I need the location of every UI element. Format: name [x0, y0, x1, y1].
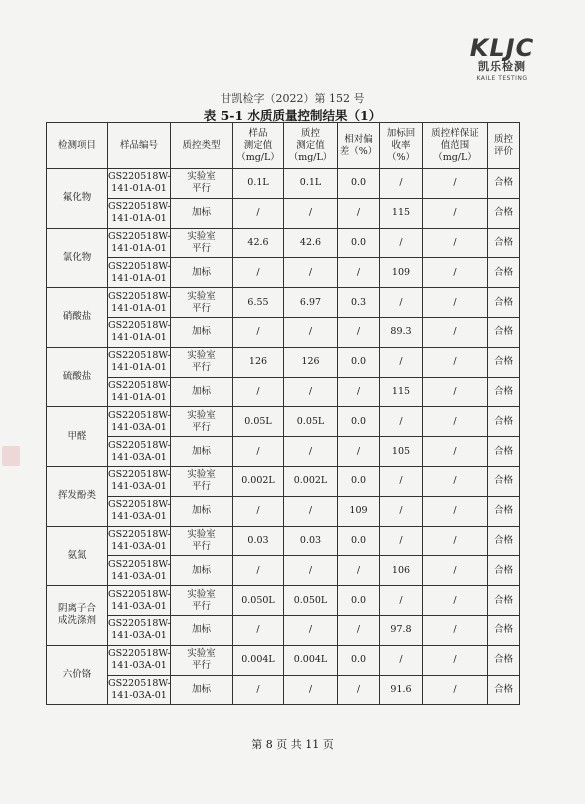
item-name-cell: 六价铬: [47, 645, 108, 705]
table-row: [47, 407, 520, 437]
red-seal-mark: [2, 446, 20, 466]
table-row: [47, 258, 520, 288]
sample-id-cell: GS220518W- 141-01A-01: [108, 258, 171, 288]
qc-type-cell: 实验室 平行: [171, 526, 233, 556]
relative-deviation-cell: /: [338, 437, 380, 467]
sample-id-cell: GS220518W- 141-03A-01: [108, 437, 171, 467]
table-row: [47, 169, 520, 199]
company-logo: [452, 36, 552, 83]
evaluation-cell: 合格: [488, 496, 520, 526]
relative-deviation-cell: /: [338, 258, 380, 288]
range-cell: /: [423, 228, 488, 258]
qc-value-cell: /: [284, 317, 338, 347]
header-row: [47, 123, 520, 169]
qc-type-cell: 加标: [171, 258, 233, 288]
sample-value-cell: 0.004L: [233, 645, 284, 675]
table-body: [47, 169, 520, 705]
sample-value-cell: /: [233, 496, 284, 526]
range-cell: /: [423, 466, 488, 496]
sample-value-cell: 0.05L: [233, 407, 284, 437]
header-cell-qc-value: 质控 测定值 （mg/L）: [284, 123, 338, 169]
logo-chinese-name: 凯乐检测: [478, 60, 526, 73]
qc-type-cell: 实验室 平行: [171, 466, 233, 496]
quality-control-table: [46, 122, 520, 705]
qc-value-cell: /: [284, 258, 338, 288]
evaluation-cell: 合格: [488, 615, 520, 645]
relative-deviation-cell: 109: [338, 496, 380, 526]
header-cell-sample-value: 样品 测定值 （mg/L）: [233, 123, 284, 169]
qc-value-cell: /: [284, 198, 338, 228]
header-cell-evaluation: 质控 评价: [488, 123, 520, 169]
table-row: [47, 228, 520, 258]
qc-value-cell: /: [284, 437, 338, 467]
evaluation-cell: 合格: [488, 169, 520, 199]
table-row: [47, 466, 520, 496]
qc-value-cell: 0.050L: [284, 586, 338, 616]
sample-id-cell: GS220518W- 141-03A-01: [108, 586, 171, 616]
table-caption: 表 5-1 水质质量控制结果（1）: [203, 108, 382, 123]
table-row: [47, 377, 520, 407]
table-row: [47, 437, 520, 467]
logo-english-name: KAILE TESTING: [476, 75, 528, 82]
qc-type-cell: 实验室 平行: [171, 645, 233, 675]
item-name-cell: 硫酸盐: [47, 347, 108, 407]
range-cell: /: [423, 169, 488, 199]
evaluation-cell: 合格: [488, 377, 520, 407]
qc-type-cell: 实验室 平行: [171, 228, 233, 258]
recovery-cell: 105: [380, 437, 423, 467]
qc-value-cell: /: [284, 675, 338, 705]
qc-type-cell: 加标: [171, 496, 233, 526]
item-name-cell: 挥发酚类: [47, 466, 108, 526]
qc-value-cell: /: [284, 556, 338, 586]
sample-id-cell: GS220518W- 141-03A-01: [108, 526, 171, 556]
evaluation-cell: 合格: [488, 586, 520, 616]
qc-value-cell: 42.6: [284, 228, 338, 258]
sample-id-cell: GS220518W- 141-03A-01: [108, 407, 171, 437]
evaluation-cell: 合格: [488, 228, 520, 258]
logo-mark: KLJC: [469, 34, 535, 62]
recovery-cell: /: [380, 496, 423, 526]
sample-value-cell: /: [233, 556, 284, 586]
sample-id-cell: GS220518W- 141-01A-01: [108, 228, 171, 258]
recovery-cell: 106: [380, 556, 423, 586]
table-row: [47, 347, 520, 377]
evaluation-cell: 合格: [488, 317, 520, 347]
relative-deviation-cell: 0.0: [338, 169, 380, 199]
qc-type-cell: 实验室 平行: [171, 288, 233, 318]
sample-id-cell: GS220518W- 141-01A-01: [108, 198, 171, 228]
table-row: [47, 586, 520, 616]
qc-value-cell: 0.004L: [284, 645, 338, 675]
recovery-cell: 109: [380, 258, 423, 288]
recovery-cell: 97.8: [380, 615, 423, 645]
qc-type-cell: 实验室 平行: [171, 586, 233, 616]
item-name-cell: 氯化物: [47, 228, 108, 288]
item-name-cell: 甲醛: [47, 407, 108, 467]
table-row: [47, 645, 520, 675]
item-name-cell: 氟化物: [47, 169, 108, 229]
document-number: 甘凯检字（2022）第 152 号: [220, 92, 365, 105]
range-cell: /: [423, 377, 488, 407]
qc-type-cell: 加标: [171, 377, 233, 407]
sample-value-cell: /: [233, 198, 284, 228]
qc-type-cell: 加标: [171, 198, 233, 228]
sample-value-cell: 6.55: [233, 288, 284, 318]
qc-type-cell: 实验室 平行: [171, 347, 233, 377]
range-cell: /: [423, 437, 488, 467]
qc-value-cell: 0.03: [284, 526, 338, 556]
qc-value-cell: /: [284, 377, 338, 407]
recovery-cell: /: [380, 169, 423, 199]
recovery-cell: /: [380, 526, 423, 556]
header-cell-recovery: 加标回 收率 （%）: [380, 123, 423, 169]
table-row: [47, 317, 520, 347]
sample-value-cell: /: [233, 675, 284, 705]
sample-value-cell: 0.03: [233, 526, 284, 556]
relative-deviation-cell: /: [338, 198, 380, 228]
qc-type-cell: 加标: [171, 556, 233, 586]
relative-deviation-cell: 0.0: [338, 347, 380, 377]
recovery-cell: 89.3: [380, 317, 423, 347]
relative-deviation-cell: 0.0: [338, 526, 380, 556]
sample-value-cell: 0.1L: [233, 169, 284, 199]
qc-type-cell: 加标: [171, 615, 233, 645]
relative-deviation-cell: 0.0: [338, 407, 380, 437]
evaluation-cell: 合格: [488, 675, 520, 705]
evaluation-cell: 合格: [488, 198, 520, 228]
recovery-cell: /: [380, 347, 423, 377]
sample-value-cell: /: [233, 437, 284, 467]
qc-value-cell: /: [284, 496, 338, 526]
sample-value-cell: 0.002L: [233, 466, 284, 496]
relative-deviation-cell: 0.0: [338, 228, 380, 258]
sample-value-cell: /: [233, 258, 284, 288]
qc-type-cell: 加标: [171, 675, 233, 705]
table-row: [47, 288, 520, 318]
sample-value-cell: /: [233, 377, 284, 407]
sample-id-cell: GS220518W- 141-03A-01: [108, 645, 171, 675]
range-cell: /: [423, 526, 488, 556]
relative-deviation-cell: 0.3: [338, 288, 380, 318]
sample-id-cell: GS220518W- 141-01A-01: [108, 347, 171, 377]
evaluation-cell: 合格: [488, 258, 520, 288]
sample-id-cell: GS220518W- 141-01A-01: [108, 317, 171, 347]
range-cell: /: [423, 496, 488, 526]
evaluation-cell: 合格: [488, 407, 520, 437]
recovery-cell: /: [380, 228, 423, 258]
qc-value-cell: 0.05L: [284, 407, 338, 437]
item-name-cell: 氨氮: [47, 526, 108, 586]
range-cell: /: [423, 347, 488, 377]
range-cell: /: [423, 675, 488, 705]
range-cell: /: [423, 407, 488, 437]
recovery-cell: /: [380, 407, 423, 437]
qc-type-cell: 加标: [171, 317, 233, 347]
range-cell: /: [423, 556, 488, 586]
page-footer: 第 8 页 共 11 页: [251, 738, 334, 751]
table-row: [47, 556, 520, 586]
table-row: [47, 496, 520, 526]
table-row: [47, 675, 520, 705]
range-cell: /: [423, 288, 488, 318]
sample-id-cell: GS220518W- 141-03A-01: [108, 675, 171, 705]
evaluation-cell: 合格: [488, 556, 520, 586]
evaluation-cell: 合格: [488, 347, 520, 377]
header-cell-relative-deviation: 相对偏 差（%）: [338, 123, 380, 169]
range-cell: /: [423, 586, 488, 616]
sample-id-cell: GS220518W- 141-01A-01: [108, 377, 171, 407]
range-cell: /: [423, 258, 488, 288]
recovery-cell: /: [380, 466, 423, 496]
qc-value-cell: 0.002L: [284, 466, 338, 496]
table-row: [47, 615, 520, 645]
range-cell: /: [423, 645, 488, 675]
evaluation-cell: 合格: [488, 288, 520, 318]
header-cell-item: 检测项目: [47, 123, 108, 169]
recovery-cell: /: [380, 288, 423, 318]
sample-id-cell: GS220518W- 141-03A-01: [108, 466, 171, 496]
sample-value-cell: 126: [233, 347, 284, 377]
header-cell-sample-id: 样品编号: [108, 123, 171, 169]
recovery-cell: /: [380, 586, 423, 616]
relative-deviation-cell: 0.0: [338, 466, 380, 496]
relative-deviation-cell: /: [338, 377, 380, 407]
sample-id-cell: GS220518W- 141-03A-01: [108, 615, 171, 645]
recovery-cell: 91.6: [380, 675, 423, 705]
item-name-cell: 硝酸盐: [47, 288, 108, 348]
evaluation-cell: 合格: [488, 437, 520, 467]
sample-value-cell: /: [233, 615, 284, 645]
evaluation-cell: 合格: [488, 526, 520, 556]
qc-type-cell: 实验室 平行: [171, 169, 233, 199]
recovery-cell: /: [380, 645, 423, 675]
sample-value-cell: 0.050L: [233, 586, 284, 616]
range-cell: /: [423, 615, 488, 645]
sample-id-cell: GS220518W- 141-03A-01: [108, 496, 171, 526]
table-row: [47, 198, 520, 228]
relative-deviation-cell: 0.0: [338, 586, 380, 616]
qc-value-cell: 0.1L: [284, 169, 338, 199]
sample-id-cell: GS220518W- 141-01A-01: [108, 288, 171, 318]
range-cell: /: [423, 317, 488, 347]
range-cell: /: [423, 198, 488, 228]
relative-deviation-cell: 0.0: [338, 645, 380, 675]
qc-type-cell: 实验室 平行: [171, 407, 233, 437]
relative-deviation-cell: /: [338, 615, 380, 645]
item-name-cell: 阴离子合 成洗涤剂: [47, 586, 108, 646]
qc-value-cell: /: [284, 615, 338, 645]
relative-deviation-cell: /: [338, 675, 380, 705]
qc-value-cell: 126: [284, 347, 338, 377]
evaluation-cell: 合格: [488, 466, 520, 496]
header-cell-range: 质控样保证 值范围 （mg/L）: [423, 123, 488, 169]
sample-id-cell: GS220518W- 141-03A-01: [108, 556, 171, 586]
recovery-cell: 115: [380, 198, 423, 228]
sample-value-cell: 42.6: [233, 228, 284, 258]
qc-value-cell: 6.97: [284, 288, 338, 318]
header-cell-qc-type: 质控类型: [171, 123, 233, 169]
sample-id-cell: GS220518W- 141-01A-01: [108, 169, 171, 199]
table-row: [47, 526, 520, 556]
relative-deviation-cell: /: [338, 556, 380, 586]
recovery-cell: 115: [380, 377, 423, 407]
evaluation-cell: 合格: [488, 645, 520, 675]
relative-deviation-cell: /: [338, 317, 380, 347]
qc-type-cell: 加标: [171, 437, 233, 467]
sample-value-cell: /: [233, 317, 284, 347]
